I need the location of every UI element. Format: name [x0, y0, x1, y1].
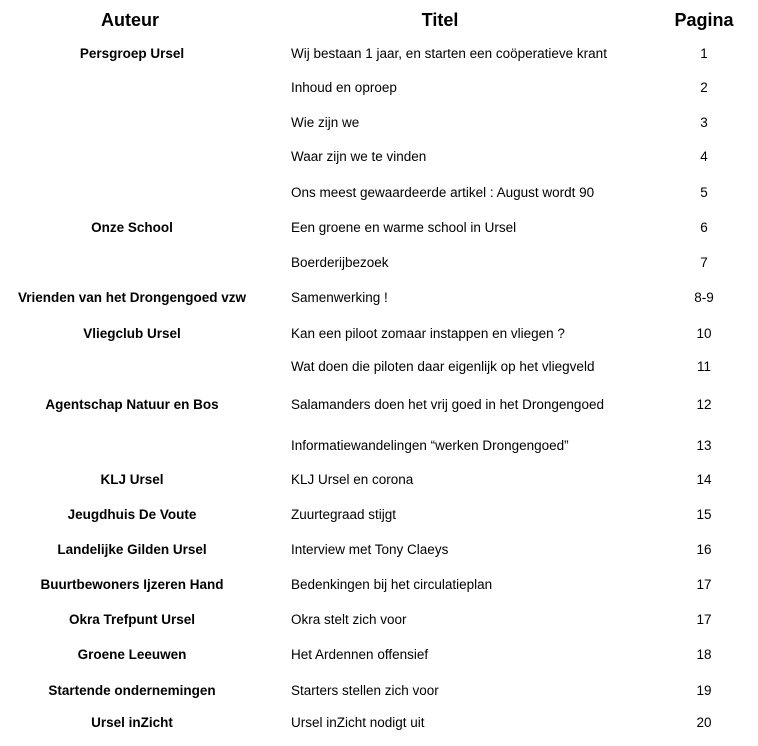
table-row [0, 324, 758, 344]
table-row [0, 575, 758, 595]
row-author: Landelijke Gilden Ursel [57, 542, 207, 557]
row-author: Vliegclub Ursel [83, 326, 181, 341]
row-page: 12 [696, 397, 712, 412]
column-header-title: Titel [421, 10, 459, 30]
table-row [0, 288, 758, 308]
row-title: Inhoud en oproep [291, 80, 397, 95]
row-title: Okra stelt zich voor [291, 612, 407, 627]
row-title: Ons meest gewaardeerde artikel : August wordt 90 [291, 185, 595, 200]
table-row [0, 610, 758, 630]
table-row [0, 253, 758, 273]
row-page: 13 [696, 438, 712, 453]
row-title: Wie zijn we [291, 115, 360, 130]
row-page: 10 [696, 326, 712, 341]
row-title: Wij bestaan 1 jaar, en starten een coöperatieve krant [291, 46, 607, 61]
row-title: Interview met Tony Claeys [291, 542, 449, 557]
table-row [0, 218, 758, 238]
table-row [0, 113, 758, 133]
row-title: KLJ Ursel en corona [291, 472, 414, 487]
row-page: 3 [700, 115, 708, 130]
row-title: Starters stellen zich voor [291, 683, 439, 698]
row-author: KLJ Ursel [100, 472, 164, 487]
row-author: Ursel inZicht [91, 715, 173, 730]
row-page: 6 [700, 220, 708, 235]
row-title: Boerderijbezoek [291, 255, 389, 270]
row-page: 5 [700, 185, 708, 200]
row-author: Vrienden van het Drongengoed vzw [17, 290, 247, 305]
row-page: 8-9 [694, 290, 714, 305]
row-page: 17 [696, 577, 712, 592]
row-author: Persgroep Ursel [79, 46, 185, 61]
row-page: 11 [696, 359, 711, 374]
row-title: Zuurtegraad stijgt [291, 507, 397, 522]
row-page: 19 [696, 683, 712, 698]
row-title: Informatiewandelingen “werken Drongengoed” [291, 438, 569, 453]
row-page: 15 [696, 507, 712, 522]
row-author: Agentschap Natuur en Bos [45, 397, 219, 412]
row-author: Startende ondernemingen [48, 683, 216, 698]
table-row [0, 183, 758, 203]
row-page: 16 [696, 542, 712, 557]
table-row [0, 44, 758, 64]
table-row [0, 436, 758, 456]
column-header-page: Pagina [674, 10, 734, 30]
row-page: 7 [700, 255, 708, 270]
table-row [0, 147, 758, 167]
row-title: Bedenkingen bij het circulatieplan [291, 577, 493, 592]
row-author: Onze School [91, 220, 173, 235]
table-row [0, 395, 758, 415]
row-page: 1 [700, 46, 708, 61]
table-row [0, 505, 758, 525]
table-row [0, 645, 758, 665]
row-author: Okra Trefpunt Ursel [68, 612, 196, 627]
row-page: 20 [696, 715, 712, 730]
row-title: Kan een piloot zomaar instappen en vliegen ? [291, 326, 565, 341]
row-title: Samenwerking ! [291, 290, 388, 305]
row-author: Buurtbewoners Ijzeren Hand [40, 577, 224, 592]
row-title: Een groene en warme school in Ursel [291, 220, 517, 235]
table-row [0, 540, 758, 560]
row-title: Salamanders doen het vrij goed in het Drongengoed [291, 397, 604, 412]
row-page: 14 [696, 472, 712, 487]
column-header-author: Auteur [101, 10, 159, 30]
row-page: 17 [696, 612, 712, 627]
table-row [0, 78, 758, 98]
row-title: Wat doen die piloten daar eigenlijk op het vliegveld [291, 359, 595, 374]
row-page: 18 [696, 647, 712, 662]
row-page: 2 [700, 80, 708, 95]
table-row [0, 470, 758, 490]
table-row [0, 713, 758, 733]
row-title: Ursel inZicht nodigt uit [291, 715, 425, 730]
row-author: Groene Leeuwen [77, 647, 187, 662]
row-author: Jeugdhuis De Voute [67, 507, 197, 522]
row-title: Het Ardennen offensief [291, 647, 429, 662]
table-row [0, 681, 758, 701]
row-page: 4 [700, 149, 708, 164]
table-row [0, 357, 758, 377]
row-title: Waar zijn we te vinden [291, 149, 427, 164]
